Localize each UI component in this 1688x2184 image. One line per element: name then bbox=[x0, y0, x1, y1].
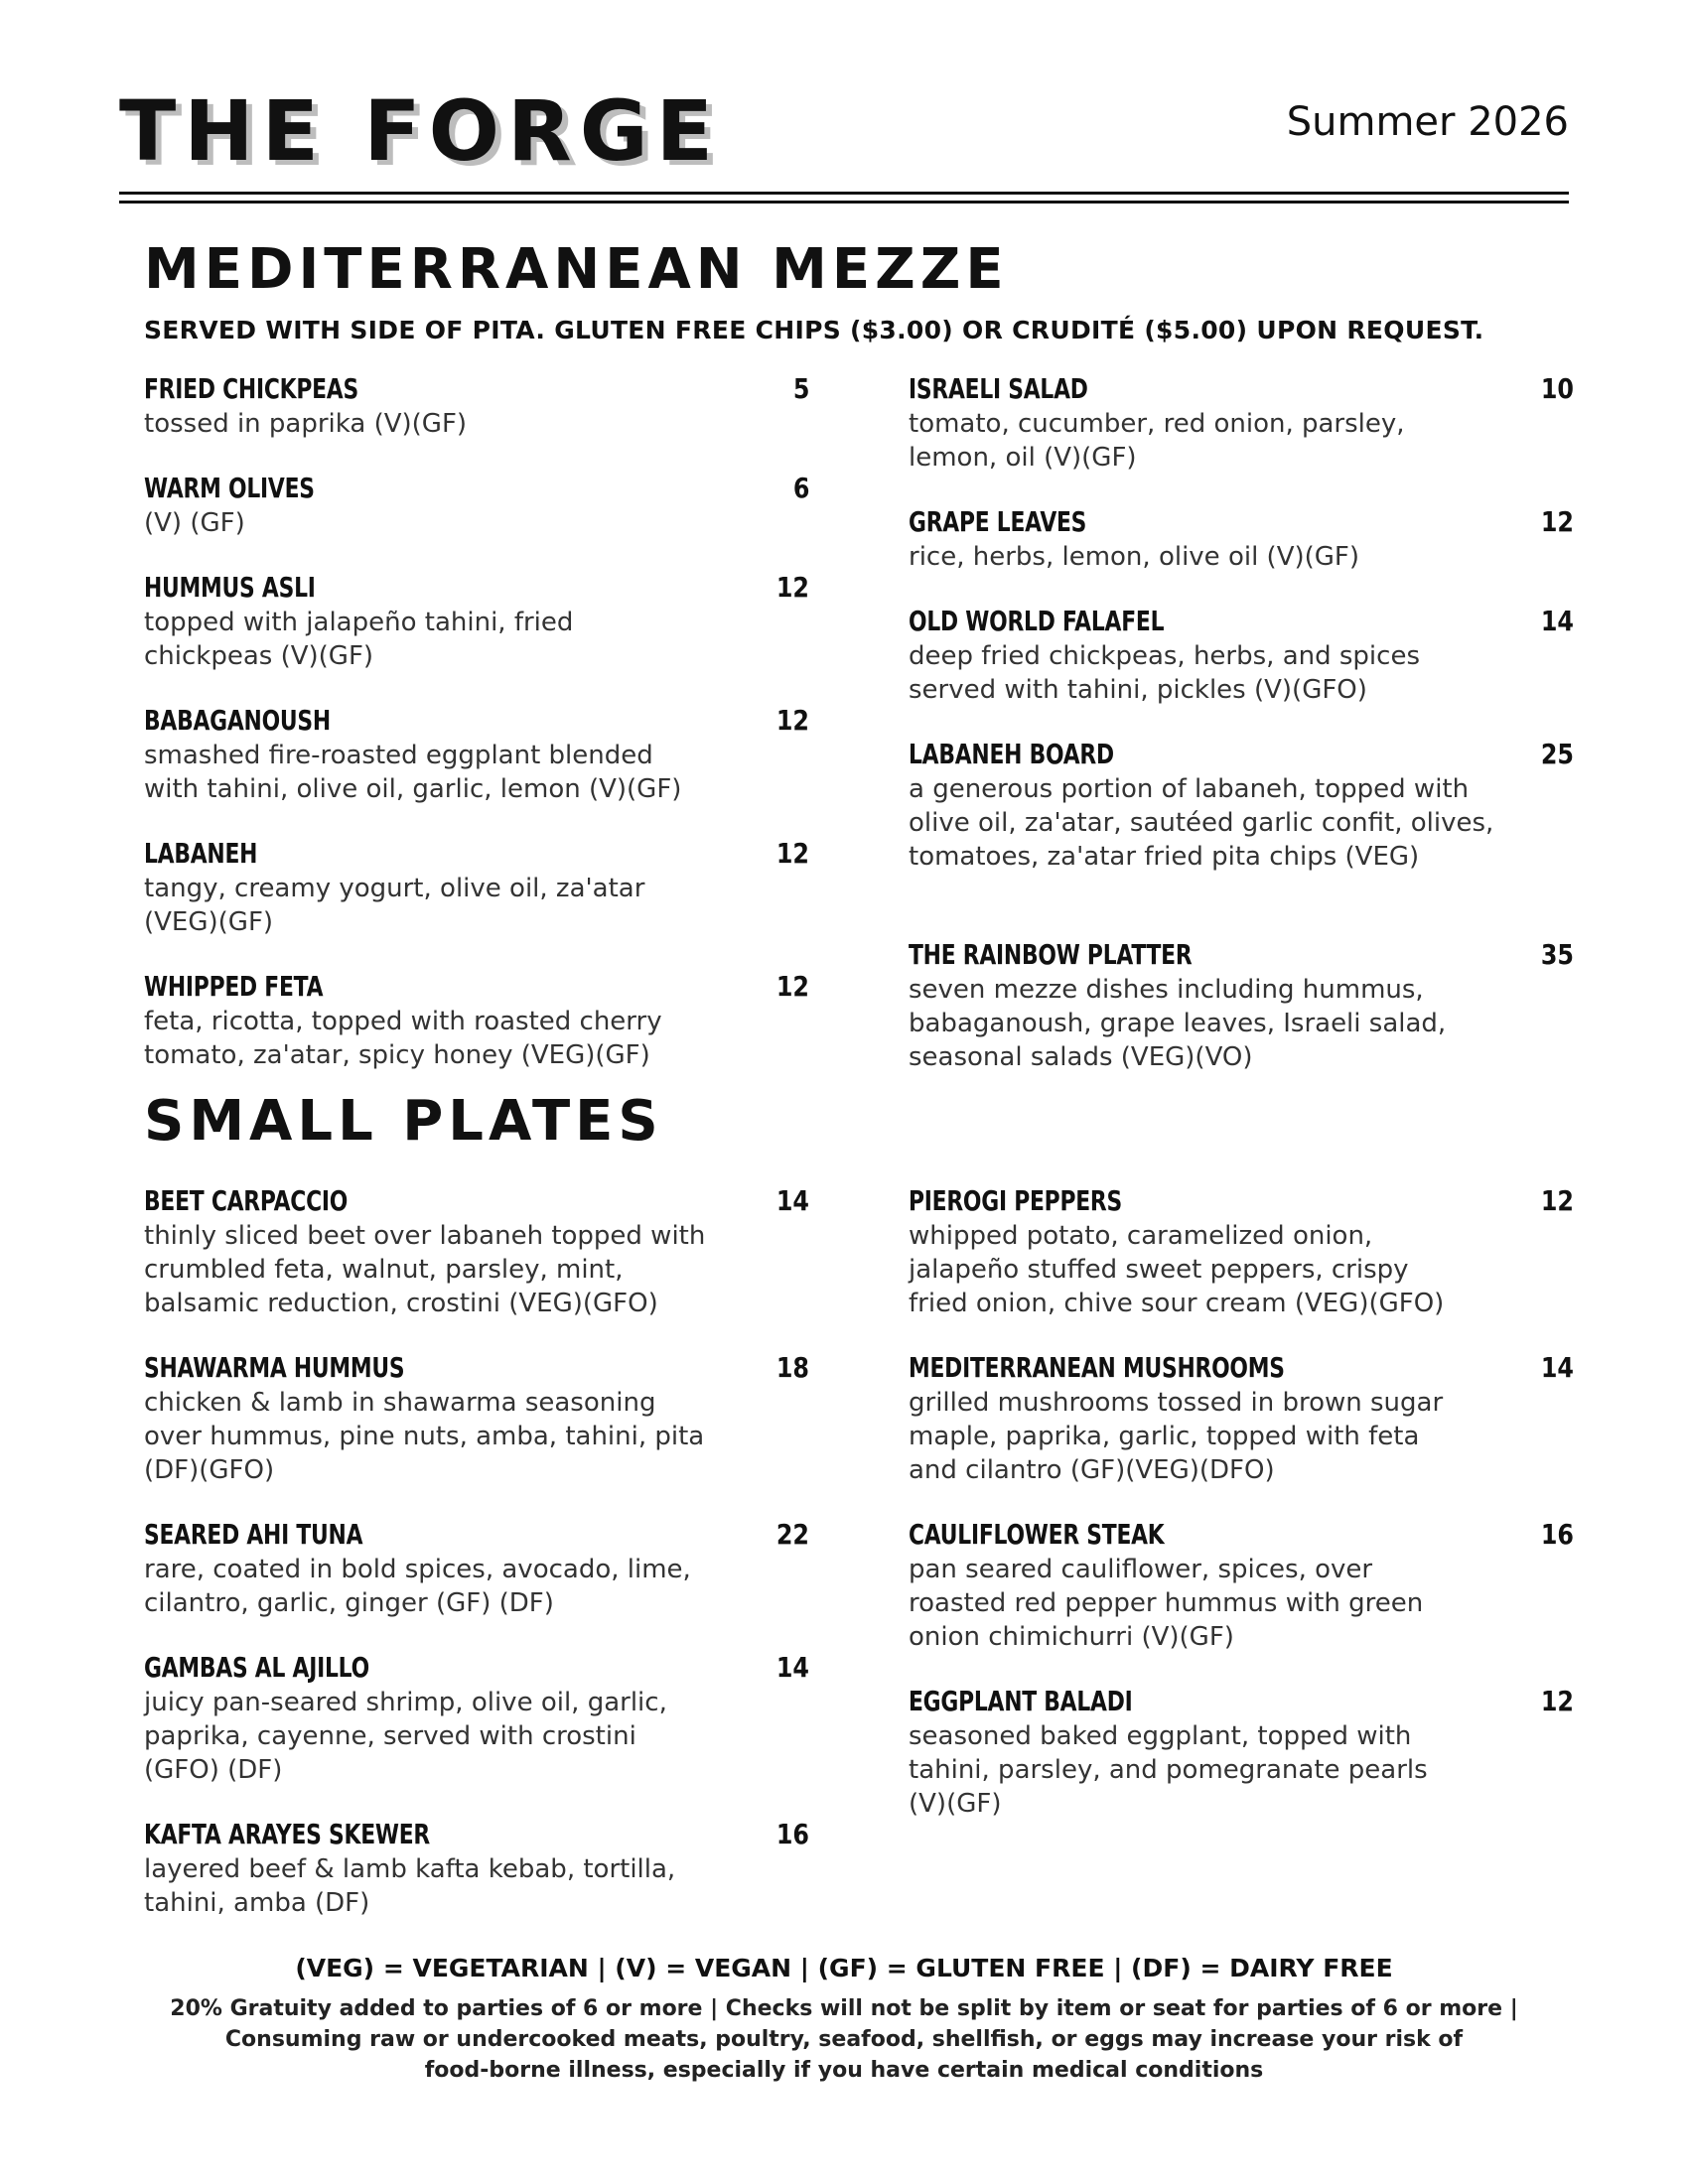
item-price: 14 bbox=[775, 1651, 809, 1684]
item-name: PIEROGI PEPPERS bbox=[909, 1184, 1122, 1217]
item-price: 6 bbox=[792, 472, 809, 504]
item-name: BEET CARPACCIO bbox=[144, 1184, 349, 1217]
item-name: HUMMUS ASLI bbox=[144, 571, 316, 604]
item-price: 12 bbox=[775, 970, 809, 1003]
item-name: SHAWARMA HUMMUS bbox=[144, 1351, 405, 1384]
item-description: rare, coated in bold spices, avocado, lime, cilantro, garlic, ginger (GF) (DF) bbox=[144, 1555, 691, 1618]
menu-item bbox=[909, 1684, 1574, 1821]
item-price: 12 bbox=[1540, 505, 1574, 538]
item-description: feta, ricotta, topped with roasted cherry tomato, za'atar, spicy honey (VEG)(GF) bbox=[144, 1007, 662, 1070]
item-description: tangy, creamy yogurt, olive oil, za'atar (VEG)(GF) bbox=[144, 874, 645, 937]
item-description: smashed fire-roasted eggplant blended with tahini, olive oil, garlic, lemon (V)(GF) bbox=[144, 741, 682, 804]
item-price: 25 bbox=[1540, 738, 1574, 770]
item-description: chicken & lamb in shawarma seasoning over hummus, pine nuts, amba, tahini, pita (DF)(GFO) bbox=[144, 1388, 705, 1485]
item-description: (V) (GF) bbox=[144, 508, 245, 538]
item-description: pan seared cauliflower, spices, over roasted red pepper hummus with green onion chimichurri (V)(GF) bbox=[909, 1555, 1424, 1652]
item-price: 14 bbox=[775, 1184, 809, 1217]
item-description: layered beef & lamb kafta kebab, tortilla, tahini, amba (DF) bbox=[144, 1854, 676, 1918]
menu-item bbox=[144, 471, 809, 540]
season-label: Summer 2026 bbox=[1286, 99, 1569, 145]
item-description: whipped potato, caramelized onion, jalapeño stuffed sweet peppers, crispy fried onion, chive sour cream (VEG)(GFO) bbox=[909, 1221, 1445, 1318]
item-price: 16 bbox=[1540, 1518, 1574, 1551]
menu-item bbox=[144, 969, 809, 1072]
item-description: juicy pan-seared shrimp, olive oil, garlic, paprika, cayenne, served with crostini (GFO) (DF) bbox=[144, 1688, 667, 1785]
item-description: tossed in paprika (V)(GF) bbox=[144, 409, 468, 439]
menu-item bbox=[909, 604, 1574, 707]
menu-item bbox=[144, 1350, 809, 1487]
item-name: FRIED CHICKPEAS bbox=[144, 372, 358, 405]
item-price: 22 bbox=[775, 1518, 809, 1551]
item-price: 5 bbox=[792, 372, 809, 405]
item-description: deep fried chickpeas, herbs, and spices served with tahini, pickles (V)(GFO) bbox=[909, 641, 1420, 705]
item-name: GRAPE LEAVES bbox=[909, 505, 1087, 538]
item-description: rice, herbs, lemon, olive oil (V)(GF) bbox=[909, 542, 1360, 572]
restaurant-title: THE FORGE bbox=[119, 82, 722, 180]
menu-item bbox=[909, 1350, 1574, 1487]
footer-notes bbox=[0, 1993, 1688, 2086]
consumption-warning-continued: food-borne illness, especially if you have certain medical conditions bbox=[424, 2058, 1264, 2083]
item-name: ISRAELI SALAD bbox=[909, 372, 1088, 405]
menu-item bbox=[144, 371, 809, 441]
item-name: SEARED AHI TUNA bbox=[144, 1518, 363, 1551]
item-price: 10 bbox=[1540, 372, 1574, 405]
item-price: 35 bbox=[1540, 938, 1574, 971]
item-name: BABAGANOUSH bbox=[144, 704, 331, 737]
header-rule-top bbox=[119, 192, 1569, 195]
item-price: 14 bbox=[1540, 605, 1574, 637]
consumption-warning: Consuming raw or undercooked meats, poultry, seafood, shellfish, or eggs may increase your risk of bbox=[224, 2027, 1464, 2052]
menu-item bbox=[909, 737, 1574, 874]
item-description: topped with jalapeño tahini, fried chickpeas (V)(GF) bbox=[144, 608, 574, 671]
menu-item bbox=[144, 1817, 809, 1920]
item-name: WHIPPED FETA bbox=[144, 970, 324, 1003]
item-price: 18 bbox=[775, 1351, 809, 1384]
section-title-small-plates: SMALL PLATES bbox=[144, 1089, 663, 1154]
item-name: LABANEH BOARD bbox=[909, 738, 1114, 770]
item-price: 12 bbox=[775, 837, 809, 870]
item-price: 12 bbox=[1540, 1184, 1574, 1217]
menu-item bbox=[909, 1183, 1574, 1320]
item-name: WARM OLIVES bbox=[144, 472, 315, 504]
section-subtitle-mezze: SERVED WITH SIDE OF PITA. GLUTEN FREE CHIPS ($3.00) OR CRUDITÉ ($5.00) UPON REQUEST. bbox=[144, 316, 1484, 344]
menu-item bbox=[909, 371, 1574, 475]
section-title-mezze: MEDITERRANEAN MEZZE bbox=[144, 237, 1009, 302]
menu-item bbox=[144, 1517, 809, 1620]
item-description: grilled mushrooms tossed in brown sugar maple, paprika, garlic, topped with feta and cilantro (GF)(VEG)(DFO) bbox=[909, 1388, 1444, 1485]
header-rule-bottom bbox=[119, 201, 1569, 204]
item-description: seasoned baked eggplant, topped with tahini, parsley, and pomegranate pearls (V)(GF) bbox=[909, 1721, 1428, 1819]
item-price: 16 bbox=[775, 1818, 809, 1850]
menu-item bbox=[144, 570, 809, 673]
item-description: seven mezze dishes including hummus, babaganoush, grape leaves, Israeli salad, seasonal salads (VEG)(VO) bbox=[909, 975, 1447, 1072]
menu-item bbox=[144, 1650, 809, 1787]
gratuity-note: 20% Gratuity added to parties of 6 or more | Checks will not be split by item or seat for parties of 6 or more | bbox=[170, 1996, 1518, 2021]
item-description: a generous portion of labaneh, topped with olive oil, za'atar, sautéed garlic confit, olives, tomatoes, za'atar fried pita chips (VEG) bbox=[909, 774, 1494, 872]
item-name: OLD WORLD FALAFEL bbox=[909, 605, 1165, 637]
menu-header bbox=[119, 81, 1569, 191]
menu-item bbox=[144, 836, 809, 939]
menu-item bbox=[909, 504, 1574, 574]
item-description: tomato, cucumber, red onion, parsley, lemon, oil (V)(GF) bbox=[909, 409, 1405, 473]
item-price: 12 bbox=[775, 571, 809, 604]
menu-item bbox=[909, 1517, 1574, 1654]
item-name: MEDITERRANEAN MUSHROOMS bbox=[909, 1351, 1285, 1384]
item-name: EGGPLANT BALADI bbox=[909, 1685, 1133, 1717]
menu-item bbox=[144, 703, 809, 806]
item-name: KAFTA ARAYES SKEWER bbox=[144, 1818, 431, 1850]
item-name: THE RAINBOW PLATTER bbox=[909, 938, 1193, 971]
item-name: GAMBAS AL AJILLO bbox=[144, 1651, 369, 1684]
item-price: 14 bbox=[1540, 1351, 1574, 1384]
dietary-legend: (VEG) = VEGETARIAN | (V) = VEGAN | (GF) = GLUTEN FREE | (DF) = DAIRY FREE bbox=[295, 1954, 1393, 1982]
menu-item bbox=[909, 937, 1574, 1074]
item-name: LABANEH bbox=[144, 837, 258, 870]
item-price: 12 bbox=[775, 704, 809, 737]
menu-item bbox=[144, 1183, 809, 1320]
item-price: 12 bbox=[1540, 1685, 1574, 1717]
item-name: CAULIFLOWER STEAK bbox=[909, 1518, 1165, 1551]
item-description: thinly sliced beet over labaneh topped with crumbled feta, walnut, parsley, mint, balsamic reduction, crostini (VEG)(GFO) bbox=[144, 1221, 706, 1318]
